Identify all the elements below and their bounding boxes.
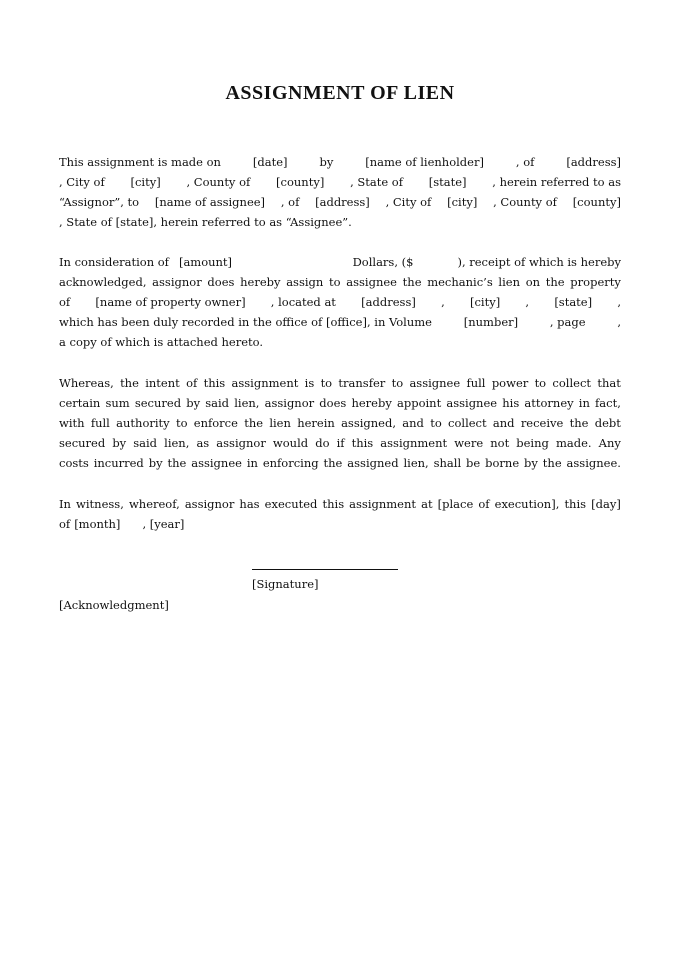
word: full [466,376,486,390]
text-fragment: Dollars, ($ [352,255,414,269]
word: assign [286,275,324,289]
paragraph-1-line-2 [59,172,621,192]
word: were [454,436,484,450]
county-placeholder: [county] [276,175,325,189]
word: assignment [380,436,448,450]
word: this [564,497,587,511]
word: being [516,436,549,450]
document-title: ASSIGNMENT OF LIEN [225,82,455,104]
text-fragment: , [441,295,445,309]
paragraph-3-line-5 [59,453,621,473]
word: the [120,376,139,390]
word: as [196,436,210,450]
word: to [320,376,333,390]
county-placeholder: [county] [572,195,621,209]
word: Any [598,436,621,450]
text-fragment: , [525,295,530,309]
word: lien, [403,456,429,470]
word: that [597,376,621,390]
word: and [402,416,424,430]
text-fragment: This assignment is made on [59,155,221,169]
word: on [525,275,541,289]
date-placeholder: [date] [252,155,288,169]
word: to [430,416,442,430]
paragraph-3-line-4 [59,433,621,453]
lienholder-placeholder: [name of lienholder] [365,155,484,169]
word: costs [59,456,89,470]
word: collect [448,416,487,430]
word: does [207,275,235,289]
word: collect [552,376,592,390]
word: whereof, [128,497,180,511]
word: shall [433,456,462,470]
word: at [421,497,433,511]
text-fragment: , page [549,315,586,329]
word: the [545,275,565,289]
text-fragment: , located at [270,295,336,309]
paragraph-2-line-2 [59,272,621,292]
word: this [322,497,345,511]
year-placeholder: , [year] [142,517,185,531]
word: would [272,436,309,450]
text-fragment: In consideration of [59,255,169,269]
signature-line [252,569,398,570]
word: assigned, [341,416,397,430]
signature-label: [Signature] [252,577,319,591]
word: by [112,436,127,450]
word: lien [269,416,291,430]
word: the [402,275,422,289]
paragraph-3-line-2 [59,393,621,413]
word: not [490,436,510,450]
word: secured [134,396,182,410]
word: in [578,396,590,410]
word: to [329,275,341,289]
word: lien [498,275,520,289]
word: to [391,376,404,390]
word: transfer [338,376,386,390]
word: acknowledged, [59,275,147,289]
word: secured [59,436,106,450]
word: to [534,376,547,390]
word: assignee [346,275,397,289]
word: witness, [76,497,124,511]
word: Whereas, [59,376,114,390]
word: by [186,396,201,410]
text-fragment: of [59,517,71,531]
word: assignee [409,376,461,390]
word: full [90,416,110,430]
word: sum [105,396,130,410]
word: attorney [524,396,574,410]
word: with [59,416,85,430]
word: do [315,436,330,450]
word: lien, [234,396,260,410]
word: by [524,456,538,470]
day-placeholder: [day] [591,497,621,511]
word: made. [555,436,592,450]
acknowledgment-label: [Acknowledgment] [59,598,169,612]
word: intent [145,376,180,390]
word: assignee. [566,456,621,470]
word: the [167,456,187,470]
word: of [186,376,198,390]
word: fact, [595,396,621,410]
month-placeholder: [month] [74,517,121,531]
address-placeholder: [address] [566,155,621,169]
word: appoint [396,396,442,410]
word: assignor [216,436,266,450]
text-fragment: , of [280,195,300,209]
word: enforcing [262,456,319,470]
word: the [323,456,343,470]
word: execution], [494,497,560,511]
word: hereby [240,275,281,289]
word: certain [59,396,101,410]
paragraph-3-line-1 [59,373,621,393]
word: property [570,275,621,289]
paragraph-4-line-1 [59,494,621,514]
word: this [351,436,374,450]
city-placeholder: [city] [469,295,501,309]
word: in [246,456,258,470]
text-fragment: a copy of which is attached hereto. [59,335,264,349]
paragraph-1-line-3 [59,192,621,212]
word: is [304,376,315,390]
word: does [319,396,347,410]
city-placeholder: [city] [447,195,478,209]
paragraph-4-line-2 [59,514,621,534]
paragraph-1-line-4 [59,212,621,232]
property-owner-placeholder: [name of property owner] [95,295,246,309]
word: be [466,456,481,470]
city-placeholder: [city] [130,175,161,189]
word: borne [485,456,520,470]
word: if [336,436,345,450]
text-fragment: , County of [186,175,251,189]
address-placeholder: [address] [361,295,416,309]
word: executed [264,497,318,511]
word: said [205,396,230,410]
word: In [59,497,71,511]
text-fragment: , City of [59,175,105,189]
text-fragment: ), receipt of which is hereby [457,255,621,269]
text-fragment: , County of [493,195,557,209]
word: assignor [184,497,235,511]
state-placeholder: [state] [428,175,467,189]
text-fragment: , State of [state], herein referred to as “Assignee”. [59,215,352,229]
text-fragment: which has been duly recorded in the office of [office], in Volume [59,315,432,329]
word: power [491,376,529,390]
text-fragment: , [617,315,621,329]
paragraph-1-line-1 [59,152,621,172]
word: of [478,497,490,511]
word: assignor [152,275,202,289]
word: this [203,376,226,390]
volume-number-placeholder: [number] [463,315,519,329]
word: authority [116,416,170,430]
word: receive [520,416,564,430]
word: assignee [446,396,498,410]
word: by [148,456,163,470]
word: mechanic’s [427,275,493,289]
word: assignor [264,396,315,410]
word: assigned [347,456,399,470]
text-fragment: , [617,295,621,309]
text-fragment: , State of [350,175,403,189]
word: his [502,396,520,410]
amount-placeholder: [amount] [178,255,233,269]
paragraph-3-line-3 [59,413,621,433]
word: hereby [351,396,392,410]
address-placeholder: [address] [315,195,370,209]
word: [place [437,497,474,511]
word: has [239,497,260,511]
text-fragment: , City of [385,195,432,209]
word: enforce [193,416,238,430]
word: lien, [164,436,190,450]
word: and [492,416,515,430]
word: incurred [93,456,144,470]
paragraph-2-line-3 [59,292,621,312]
word: herein [297,416,335,430]
word: said [133,436,158,450]
text-fragment: “Assignor”, to [59,195,140,209]
text-fragment: , of [515,155,535,169]
paragraph-2-line-4 [59,312,621,332]
word: assignment [349,497,417,511]
word: the [569,416,589,430]
word: to [175,416,188,430]
word: assignee [191,456,242,470]
text-fragment: by [319,155,334,169]
text-fragment: of [59,295,71,309]
state-placeholder: [state] [554,295,593,309]
word: assignment [231,376,299,390]
word: the [542,456,562,470]
assignee-placeholder: [name of assignee] [154,195,266,209]
paragraph-2-line-1 [59,252,621,272]
word: debt [594,416,621,430]
paragraph-2-line-5 [59,332,621,352]
word: the [244,416,264,430]
text-fragment: , herein referred to as [492,175,621,189]
